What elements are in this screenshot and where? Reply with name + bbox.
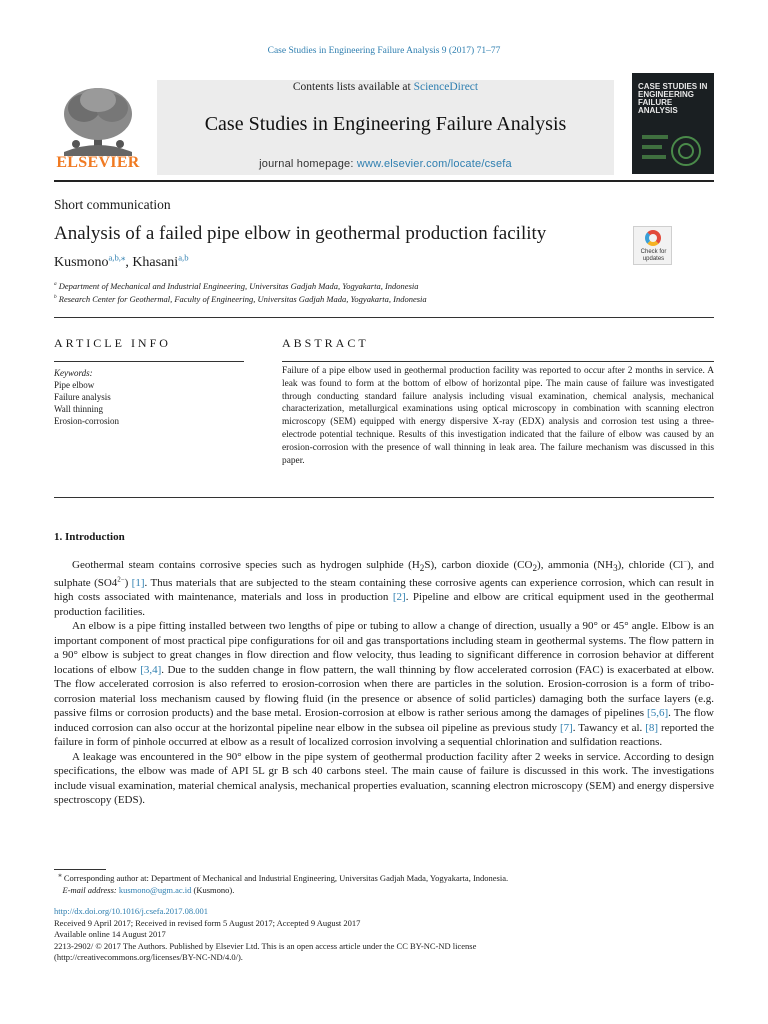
citation-link[interactable]: [2] [392,591,406,604]
affiliation-b [54,294,427,304]
publication-info [54,906,714,964]
author-separator: , [125,255,133,270]
citation-link[interactable]: [5,6] [647,707,669,720]
journal-reference[interactable]: Case Studies in Engineering Failure Analysis 9 (2017) 71–77 [267,46,501,56]
abstract-bottom-rule [54,497,714,498]
sciencedirect-link[interactable]: ScienceDirect [413,81,479,93]
section-heading-introduction: 1. Introduction [54,531,125,543]
citation-link[interactable]: [8] [645,721,659,734]
citation-link[interactable]: [1] [131,576,145,589]
affiliation-text: Research Center for Geothermal, Faculty of Engineering, Universitas Gadjah Mada, Yogyakarta, Indonesia [58,294,427,304]
homepage-link[interactable]: www.elsevier.com/locate/csefa [356,158,512,170]
contents-prefix: Contents lists available at [292,81,414,93]
footnote [54,873,714,896]
abstract-heading: ABSTRACT [282,336,369,350]
author-affil-marks[interactable]: a,b [178,252,189,263]
journal-title: Case Studies in Engineering Failure Analysis [204,113,567,135]
citation-link[interactable]: [7] [559,721,573,734]
contents-line [157,81,614,93]
keywords-label: Keywords: [54,368,93,378]
homepage-line [157,158,614,170]
author-list [54,252,189,271]
author-affil-marks[interactable]: a,b,⁎ [108,252,126,263]
introduction-body [54,558,714,808]
paragraph: An elbow is a pipe fitting installed between two lengths of pipe or tubing to allow a change of direction, usually a 90° or 45° angle. Elbow is an important component of most practical pipe configurations for oil and gas transportations including steam in geothermal systems. The flow pattern in a 90° elbow is subject to great changes in flow direction and flow velocity, thus leading to significant difference in corrosion behavior at different locations of elbow [3,4]. Due to the sudden change in flow pattern, the wall thinning by flow accelerated corrosion (FAC) is exacerbated at elbow. The flow accelerated corrosion is also referred to erosion-corrosion when there are particles in the solution. Erosion-corrosion is a form of tribo-corrosion material loss mechanism caused by flowing fluid (in the presence or absence of solid particles) damaging both the surface layers (e.g. passive films or corrosion products) and the base metal. Erosion-corrosion at elbow is rather serious among the damages of pipelines [5,6]. The flow induced corrosion can also occur at the horizontal pipeline near elbow in the subsea oil pipeline as previous study [7]. Tawancy et al. [8] reported the failure in form of pinhole occurred at elbow as a result of localized corrosion involving a sequential chlorination and sulfidation reactions. [54,620,714,749]
license-text: 2213-2902/ © 2017 The Authors. Published by Elsevier Ltd. This is an open access article under the CC BY-NC-ND license [54,940,477,951]
article-info-rule [54,361,244,362]
affiliation-mark: a [54,281,57,288]
article-type: Short communication [54,197,171,212]
doi-link[interactable]: http://dx.doi.org/10.1016/j.csefa.2017.08.001 [54,906,209,916]
cover-title: CASE STUDIES IN ENGINEERING FAILURE ANALYSIS [638,82,708,115]
citation-link[interactable]: [3,4] [140,663,162,676]
footnote-rule [54,869,106,870]
article-title: Analysis of a failed pipe elbow in geothermal production facility [54,223,547,244]
crossmark-icon [645,230,661,246]
paragraph: A leakage was encountered in the 90° elbow in the pipe system of geothermal production facility after 2 weeks in service. According to design specifications, the elbow was made of API 5L gr B sch 40 carbons steel. The main cause of failure is discussed in this work. The investigations include visual examination, material chemical analysis, mechanical properties evaluation, scanning electron microscopy (SEM) and energy dispersive spectroscopy (EDS). [54,750,714,807]
paragraph: Geothermal steam contains corrosive species such as hydrogen sulphide $(H_2S)$, carbon dioxide $(CO_2)$, ammonia $(NH_3)$, chloride (Cl−), and sulphate $(SO4^{2-})$ [1]. Thus materials that are subjected to the steam containing these corrosive agents can experience corrosion, which can result in high costs associated with maintenance, materials and loss in production [2]. Pipeline and elbow are critical equipment used in the geothermal production facilities. [54,558,714,618]
email-link[interactable]: kusmono@ugm.ac.id [118,884,192,895]
corresponding-author-note: ⁎ Corresponding author at: Department of Mechanical and Industrial Engineering, Universitas Gadjah Mada, Yogyakarta, Indonesia. [58,871,509,883]
journal-cover-image[interactable] [632,73,714,174]
author-name[interactable]: Kusmono [54,255,109,270]
header-rule [54,180,714,182]
keywords-block [54,367,119,427]
section-rule [54,317,714,318]
author-name[interactable]: Khasani [132,255,179,270]
online-date: Available online 14 August 2017 [54,929,166,939]
abstract-rule [282,361,714,362]
keyword-item: Erosion-corrosion [54,416,119,426]
cover-graphic-icon [636,125,710,169]
affiliation-a [54,281,418,291]
crossmark-label: Check for updates [640,249,667,262]
keyword-item: Wall thinning [54,404,104,414]
affiliation-mark: b [54,294,57,301]
crossmark-button[interactable] [633,226,672,265]
email-line: E-mail address: kusmono@ugm.ac.id (Kusmono). [62,884,235,895]
license-url[interactable]: (http://creativecommons.org/licenses/BY-NC-ND/4.0/). [54,952,243,962]
keyword-item: Pipe elbow [54,380,95,390]
article-info-heading: ARTICLE INFO [54,336,171,350]
homepage-prefix: journal homepage: [259,158,357,170]
publisher-wordmark: ELSEVIER [56,154,140,171]
affiliation-text: Department of Mechanical and Industrial Engineering, Universitas Gadjah Mada, Yogyakarta, Indonesia [58,281,419,291]
abstract-text: Failure of a pipe elbow used in geothermal production facility was reported to occur after 2 months in service. A leak was found to form at the bottom of elbow of horizontal pipe. The main cause of failure was investigated through conducting standard failure analysis including visual examination, chemical analysis, mechanical characterization, metallurgical examinations using optical microscopy in combination with scanning electron microscopy (SEM) equipped with energy dispersive X-ray (EDX) analysis and corrosion test using a three-electrode potential technique. Results of this investigation indicated that the failure of elbow was caused by an erosion-corrosion with the presence of wall thinning in leak area. The failure mechanism was discussed in this paper. [282,366,714,466]
keyword-item: Failure analysis [54,392,111,402]
received-dates: Received 9 April 2017; Received in revised form 5 August 2017; Accepted 9 August 2017 [54,917,361,928]
